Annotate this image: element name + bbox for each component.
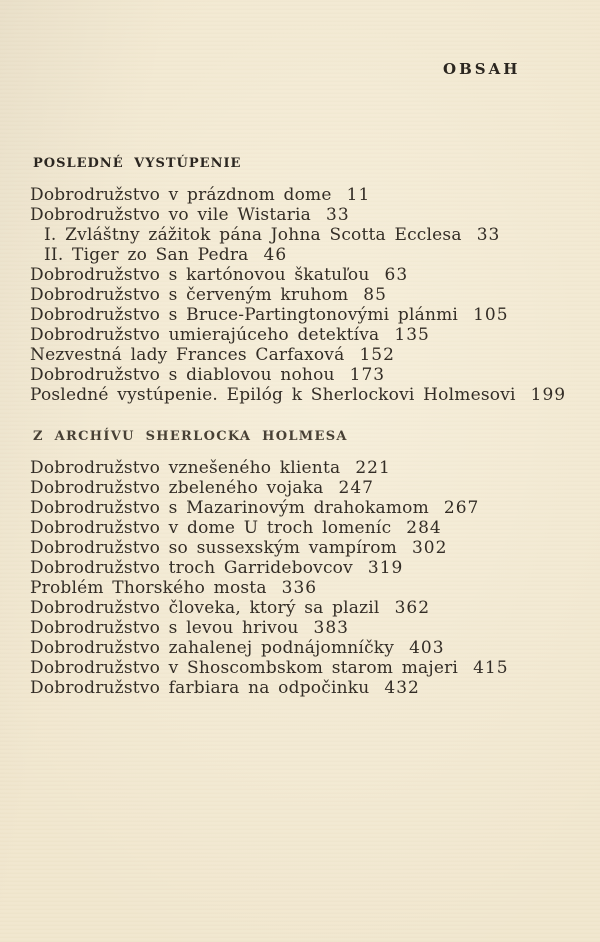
toc-entry bbox=[30, 458, 575, 478]
toc-entry bbox=[30, 185, 575, 205]
entry-title: Dobrodružstvo človeka, ktorý sa plazil bbox=[30, 598, 380, 618]
toc-entry bbox=[30, 578, 575, 598]
entry-page-number: 319 bbox=[367, 558, 404, 578]
entry-page-number: 135 bbox=[394, 325, 430, 345]
toc-entry bbox=[30, 305, 575, 325]
entry-page-number: 173 bbox=[349, 365, 386, 385]
entry-page-number: 267 bbox=[443, 498, 480, 518]
toc-entry bbox=[30, 265, 575, 285]
entry-page-number: 336 bbox=[281, 578, 318, 598]
entry-page-number: 11 bbox=[346, 185, 371, 205]
entry-page-number: 403 bbox=[409, 638, 445, 658]
toc-entry bbox=[30, 365, 575, 385]
toc-section bbox=[30, 155, 575, 405]
section-heading: POSLEDNÉ VYSTÚPENIE bbox=[33, 156, 242, 171]
entry-title: Posledné vystúpenie. Epilóg k Sherlockovi Holmesovi bbox=[30, 385, 516, 405]
entry-title: Dobrodružstvo s kartónovou škatuľou bbox=[30, 265, 370, 285]
toc-entry bbox=[30, 478, 575, 498]
entry-page-number: 284 bbox=[406, 518, 442, 538]
entry-page-number: 302 bbox=[411, 538, 448, 558]
entry-page-number: 33 bbox=[326, 205, 350, 225]
entry-page-number: 415 bbox=[473, 658, 509, 678]
entry-page-number: 33 bbox=[476, 225, 501, 245]
toc-entry-list bbox=[30, 185, 575, 405]
section-heading: Z ARCHÍVU SHERLOCKA HOLMESA bbox=[33, 429, 348, 444]
entry-page-number: 432 bbox=[384, 678, 420, 698]
toc-entry bbox=[30, 518, 575, 538]
entry-title: Dobrodružstvo s levou hrivou bbox=[30, 618, 299, 638]
entry-title: Dobrodružstvo v Shoscombskom starom majeri bbox=[30, 658, 459, 678]
toc-entry bbox=[30, 678, 575, 698]
toc-entry bbox=[30, 205, 575, 225]
entry-title: Dobrodružstvo zbeleného vojaka bbox=[30, 478, 324, 498]
entry-title: Dobrodružstvo v prázdnom dome bbox=[30, 185, 332, 205]
entry-title: Nezvestná lady Frances Carfaxová bbox=[30, 345, 345, 365]
toc-entry bbox=[30, 638, 575, 658]
entry-title: Dobrodružstvo v dome U troch lomeníc bbox=[30, 518, 392, 538]
entry-title: Dobrodružstvo s Mazarinovým drahokamom bbox=[30, 498, 429, 518]
entry-title: Dobrodružstvo s červeným kruhom bbox=[30, 285, 349, 305]
toc-entry bbox=[30, 385, 575, 405]
entry-title: Dobrodružstvo umierajúceho detektíva bbox=[30, 325, 380, 345]
entry-page-number: 46 bbox=[263, 245, 288, 265]
entry-page-number: 199 bbox=[530, 385, 567, 405]
entry-page-number: 362 bbox=[394, 598, 431, 618]
entry-title: I. Zvláštny zážitok pána Johna Scotta Ecclesa bbox=[44, 225, 462, 245]
entry-title: II. Tiger zo San Pedra bbox=[44, 245, 249, 265]
entry-title: Dobrodružstvo vznešeného klienta bbox=[30, 458, 341, 478]
toc-section bbox=[30, 428, 575, 698]
entry-title: Dobrodružstvo zahalenej podnájomníčky bbox=[30, 638, 395, 658]
entry-title: Dobrodružstvo troch Garridebovcov bbox=[30, 558, 353, 578]
entry-title: Dobrodružstvo farbiara na odpočinku bbox=[30, 678, 370, 698]
entry-title: Dobrodružstvo vo vile Wistaria bbox=[30, 205, 312, 225]
entry-page-number: 247 bbox=[338, 478, 374, 498]
entry-page-number: 85 bbox=[363, 285, 387, 305]
toc-entry-list bbox=[30, 458, 575, 698]
toc-entry bbox=[30, 345, 575, 365]
entry-page-number: 383 bbox=[313, 618, 349, 638]
entry-page-number: 221 bbox=[355, 458, 391, 478]
page-title: OBSAH bbox=[443, 60, 521, 78]
toc-entry bbox=[30, 558, 575, 578]
toc-entry bbox=[30, 245, 575, 265]
entry-page-number: 105 bbox=[473, 305, 509, 325]
toc-entry bbox=[30, 285, 575, 305]
entry-title: Dobrodružstvo s Bruce-Partingtonovými plánmi bbox=[30, 305, 459, 325]
entry-title: Dobrodružstvo s diablovou nohou bbox=[30, 365, 335, 385]
toc-entry bbox=[30, 325, 575, 345]
toc-entry bbox=[30, 538, 575, 558]
toc-entry bbox=[30, 658, 575, 678]
entry-title: Dobrodružstvo so sussexským vampírom bbox=[30, 538, 397, 558]
entry-page-number: 63 bbox=[384, 265, 409, 285]
table-of-contents bbox=[30, 155, 575, 698]
toc-entry bbox=[30, 618, 575, 638]
entry-title: Problém Thorského mosta bbox=[30, 578, 267, 598]
toc-entry bbox=[30, 598, 575, 618]
toc-entry bbox=[30, 225, 575, 245]
entry-page-number: 152 bbox=[359, 345, 395, 365]
toc-entry bbox=[30, 498, 575, 518]
